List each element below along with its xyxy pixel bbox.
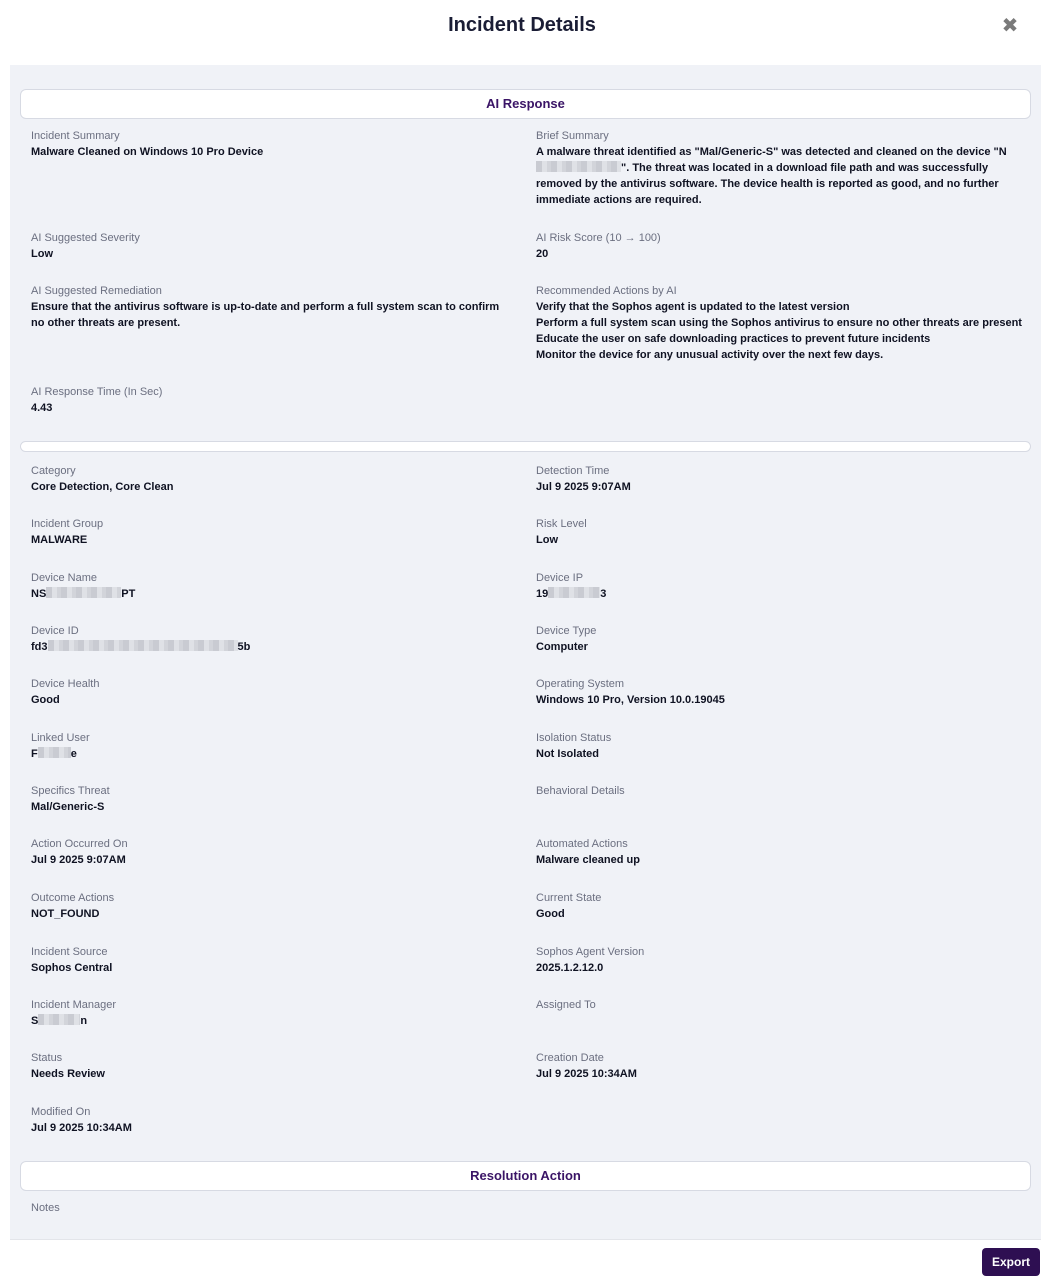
ai-severity-label: AI Suggested Severity [31,232,140,244]
incident-source-field [31,944,521,976]
details-section-divider [20,441,1031,452]
category-value: Core Detection, Core Clean [31,481,174,493]
device-ip-value [536,586,1026,602]
behavioral-details-label: Behavioral Details [536,785,625,797]
incident-group-label: Incident Group [31,518,104,530]
redacted-block [48,640,238,651]
brief-summary-text-start: A malware threat identified as "Mal/Generic-S" was detected and cleaned on the device "N [536,146,1007,158]
incident-manager-suffix: n [80,1015,88,1027]
ai-risk-score-label: AI Risk Score (10 → 100) [536,232,661,244]
assigned-to-label: Assigned To [536,999,596,1011]
device-type-label: Device Type [536,625,597,637]
device-ip-field [536,570,1026,602]
device-name-label: Device Name [31,572,98,584]
isolation-status-value: Not Isolated [536,748,599,760]
device-name-suffix: PT [121,588,136,600]
redacted-block [548,587,600,598]
status-label: Status [31,1052,63,1064]
recommended-action-item: Educate the user on safe downloading practices to prevent future incidents [536,333,931,345]
brief-summary-label: Brief Summary [536,130,609,142]
automated-actions-label: Automated Actions [536,838,628,850]
linked-user-prefix: F [31,748,38,760]
creation-date-label: Creation Date [536,1052,604,1064]
device-id-suffix: 5b [237,641,251,653]
redacted-block [38,1014,80,1025]
category-field [31,463,521,495]
notes-label: Notes [31,1202,60,1214]
device-ip-label: Device IP [536,572,584,584]
risk-level-label: Risk Level [536,518,587,530]
device-ip-prefix: 19 [536,588,549,600]
status-field [31,1050,521,1082]
modified-on-field [31,1104,521,1136]
incident-summary-field [31,128,521,160]
recommended-action-item: Monitor the device for any unusual activity over the next few days. [536,349,884,361]
device-health-field [31,676,521,708]
redacted-block [38,747,71,758]
incident-manager-label: Incident Manager [31,999,116,1011]
modal-title: Incident Details [448,14,596,36]
export-button[interactable]: Export [982,1248,1040,1276]
detection-time-value: Jul 9 2025 9:07AM [536,481,631,493]
redacted-device-name [536,161,621,172]
device-name-field [31,570,521,602]
recommended-action-item: Perform a full system scan using the Sophos antivirus to ensure no other threats are present [536,317,1022,329]
ai-remediation-field [31,283,506,331]
device-name-prefix: NS [31,588,47,600]
device-health-value: Good [31,694,60,706]
linked-user-field [31,730,521,762]
outcome-actions-value: NOT_FOUND [31,908,100,920]
incident-group-field [31,516,521,548]
device-id-field [31,623,521,655]
close-icon[interactable]: ✖ [1001,15,1019,37]
agent-version-label: Sophos Agent Version [536,946,645,958]
outcome-actions-label: Outcome Actions [31,892,115,904]
behavioral-details-field [536,783,1026,799]
ai-risk-score-field [536,230,1026,262]
ai-severity-field [31,230,521,262]
outcome-actions-field [31,890,521,922]
detection-time-field [536,463,1026,495]
assigned-to-field [536,997,1026,1013]
ai-risk-score-value: 20 [536,248,549,260]
device-type-field [536,623,1026,655]
modified-on-label: Modified On [31,1106,91,1118]
operating-system-value: Windows 10 Pro, Version 10.0.19045 [536,694,725,706]
device-type-value: Computer [536,641,588,653]
ai-response-time-value: 4.43 [31,402,53,414]
brief-summary-value [536,144,1016,208]
incident-summary-label: Incident Summary [31,130,120,142]
agent-version-field [536,944,1026,976]
creation-date-field [536,1050,1026,1082]
linked-user-label: Linked User [31,732,90,744]
incident-manager-prefix: S [31,1015,39,1027]
incident-group-value: MALWARE [31,534,88,546]
action-occurred-label: Action Occurred On [31,838,128,850]
device-name-value [31,586,521,602]
incident-source-label: Incident Source [31,946,108,958]
specifics-threat-label: Specifics Threat [31,785,110,797]
ai-remediation-label: AI Suggested Remediation [31,285,162,297]
risk-level-field [536,516,1026,548]
status-value: Needs Review [31,1068,105,1080]
incident-source-value: Sophos Central [31,962,113,974]
action-occurred-value: Jul 9 2025 9:07AM [31,854,126,866]
ai-remediation-value: Ensure that the antivirus software is up-to-date and perform a full system scan to confirm no other threats are present. [31,301,500,329]
incident-details-content [10,65,1041,1239]
brief-summary-text-end: ". The threat was located in a download file path and was successfully removed by the antivirus software. The device health is reported as good, and no further immediate actions are required. [536,162,999,206]
current-state-label: Current State [536,892,602,904]
ai-response-time-label: AI Response Time (In Sec) [31,386,163,398]
incident-summary-value: Malware Cleaned on Windows 10 Pro Device [31,146,264,158]
linked-user-suffix: e [70,748,77,760]
redacted-block [46,587,121,598]
detection-time-label: Detection Time [536,465,610,477]
linked-user-value [31,746,521,762]
current-state-field [536,890,1026,922]
specifics-threat-field [31,783,521,815]
operating-system-label: Operating System [536,678,625,690]
modified-on-value: Jul 9 2025 10:34AM [31,1122,132,1134]
automated-actions-field [536,836,1026,868]
device-ip-suffix: 3 [600,588,607,600]
ai-response-time-field [31,384,521,416]
incident-manager-field [31,997,521,1029]
notes-field [31,1200,521,1216]
device-id-label: Device ID [31,625,79,637]
ai-response-header: AI Response [20,89,1031,119]
automated-actions-value: Malware cleaned up [536,854,640,866]
recommended-actions-field [536,283,1026,363]
recommended-action-item: Verify that the Sophos agent is updated to the latest version [536,301,850,313]
device-id-prefix: fd3 [31,641,48,653]
brief-summary-field [536,128,1016,208]
ai-severity-value: Low [31,248,53,260]
incident-manager-value [31,1013,521,1029]
isolation-status-label: Isolation Status [536,732,612,744]
device-id-value [31,639,521,655]
agent-version-value: 2025.1.2.12.0 [536,962,604,974]
device-health-label: Device Health [31,678,100,690]
current-state-value: Good [536,908,565,920]
recommended-actions-label: Recommended Actions by AI [536,285,677,297]
operating-system-field [536,676,1026,708]
isolation-status-field [536,730,1026,762]
creation-date-value: Jul 9 2025 10:34AM [536,1068,637,1080]
action-occurred-field [31,836,521,868]
specifics-threat-value: Mal/Generic-S [31,801,105,813]
resolution-action-header: Resolution Action [20,1161,1031,1191]
footer-divider [10,1239,1041,1240]
risk-level-value: Low [536,534,558,546]
category-label: Category [31,465,76,477]
